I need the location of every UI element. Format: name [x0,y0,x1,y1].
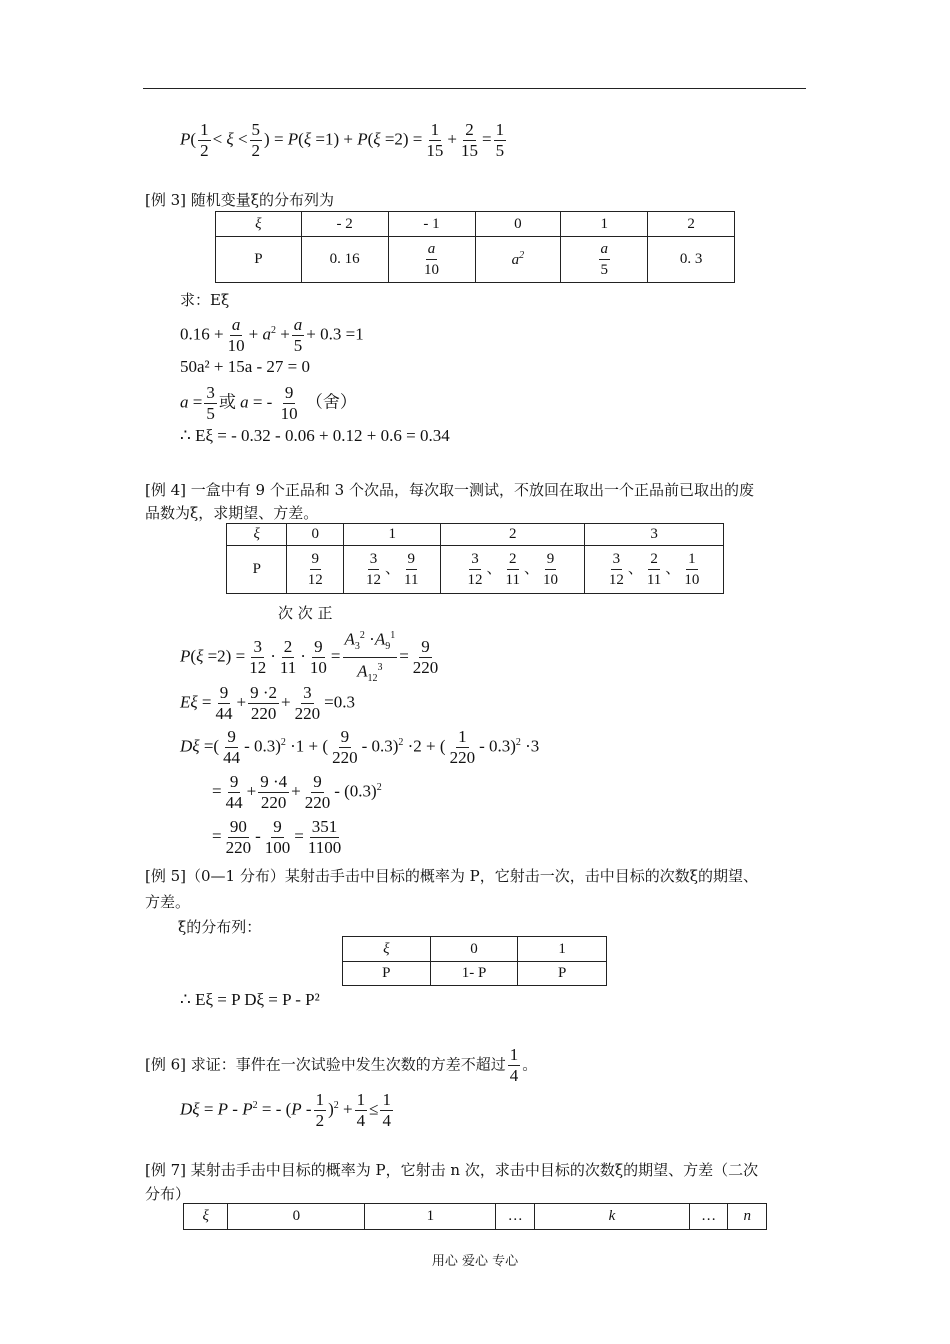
table-cell: 0. 3 [648,237,735,283]
table-cell: ξ [343,937,431,962]
table-cell: P [216,237,302,283]
ex3-distribution-table [215,211,735,283]
ex3-ask: 求：Eξ [180,291,230,309]
table-cell: - 2 [301,212,388,237]
table-cell: 1 [344,524,441,546]
table-cell: $\frac{3}{12}$ 、 $\frac{9}{11}$ [344,546,441,594]
page-footer: 用心 爱心 专心 [431,1254,519,1269]
ex6-line: $D\xi = P - P^2$ = - (P - $\frac{1}{2}$ )$^2$ + $\frac{1}{4}$ ≤ $\frac{1}{4}$ [180,1090,391,1130]
ex4-note: 次 次 正 [278,604,333,622]
top-formula: P( $\frac{1}{2}$ < ξ < $\frac{5}{2}$ ) = P(ξ =1) + P(ξ =2) = $\frac{1}{15}$ + $\frac{2}{15}$ = $\frac{1}{5}$ [180,120,505,160]
ex5-sub: ξ的分布列： [178,918,262,936]
table-cell: … [689,1204,728,1230]
ex3-line2: 50a² + 15a - 27 = 0 [180,357,311,376]
table-cell: 0 [287,524,344,546]
ex6-heading: [例 6] 求证：事件在一次试验中发生次数的方差不超过 $\frac{1}{4}$ 。 [145,1045,538,1085]
ex4-heading-line2: 品数为ξ，求期望、方差。 [145,504,319,522]
table-cell: $\frac{a}{10}$ [388,237,475,283]
ex5-heading-line2: 方差。 [145,893,191,911]
ex4-distribution-table [226,523,724,594]
table-cell: - 1 [388,212,475,237]
table-cell: $a^2$ [475,237,561,283]
table-cell: 0 [430,937,518,962]
table-cell: 2 [441,524,585,546]
table-cell: $\frac{3}{12}$ 、 $\frac{2}{11}$ 、 $\frac{9}{10}$ [441,546,585,594]
table-cell: ξ [184,1204,228,1230]
ex3-line3: a = $\frac{3}{5}$ 或 a = - $\frac{9}{10}$ （舍） [180,383,357,423]
ex3-line1: 0.16 + $\frac{a}{10}$ + $a^2$ + $\frac{a}{5}$ + 0.3 =1 [180,315,364,355]
table-cell: P [227,546,287,594]
ex4-d-line2: = $\frac{9}{44}$ + $\frac{9 \cdot 4}{220}$ + $\frac{9}{220}$ - $(0.3)^2$ [212,772,382,812]
table-cell: P [518,962,607,986]
ex4-d-line1: Dξ =( $\frac{9}{44}$ - 0.3)$^2$ ·1 + ( $\frac{9}{220}$ - 0.3)$^2$ ·2 + ( $\frac{1}{220}$ - 0.3)$^2$ ·3 [180,727,540,767]
ex7-distribution-table [183,1203,767,1230]
table-cell: $\frac{a}{5}$ [561,237,648,283]
table-cell: 3 [585,524,724,546]
table-cell: 1 [518,937,607,962]
table-cell: $\frac{3}{12}$ 、 $\frac{2}{11}$ 、 $\frac{1}{10}$ [585,546,724,594]
ex7-heading-line1: [例 7] 某射击手击中目标的概率为 P，它射击 n 次，求击中目标的次数ξ的期望、方差（二次 [145,1161,759,1179]
ex5-distribution-table [342,936,607,986]
table-cell: ξ [216,212,302,237]
table-cell: … [496,1204,535,1230]
table-cell: 1 [561,212,648,237]
ex5-result: ∴ Eξ = P Dξ = P - P² [180,990,320,1009]
table-cell: 1- P [430,962,518,986]
table-cell: k [535,1204,690,1230]
ex4-p-line: P(ξ =2) = $\frac{3}{12}$ · $\frac{2}{11}$ · $\frac{9}{10}$ = $\frac{A_3^2 \cdot A_9^1}{A_{12}^3}$ = $\frac{9}{220}$ [180,626,442,689]
table-cell: 2 [648,212,735,237]
table-cell: $\frac{9}{12}$ [287,546,344,594]
table-cell: 0. 16 [301,237,388,283]
ex4-d-line3: = $\frac{90}{220}$ - $\frac{9}{100}$ = $\frac{351}{1100}$ [212,817,342,857]
ex4-e-line: Eξ = $\frac{9}{44}$ + $\frac{9 \cdot 2}{220}$ + $\frac{3}{220}$ =0.3 [180,683,355,723]
table-cell: 0 [228,1204,365,1230]
table-cell: n [728,1204,767,1230]
ex3-heading: [例 3] 随机变量ξ的分布列为 [145,191,335,209]
ex4-heading-line1: [例 4] 一盒中有 9 个正品和 3 个次品，每次取一测试，不放回在取出一个正品前已取出的废 [145,481,754,499]
table-cell: 1 [365,1204,496,1230]
header-rule [143,88,806,89]
table-cell: 0 [475,212,561,237]
table-cell: ξ [227,524,287,546]
table-cell: P [343,962,431,986]
ex7-heading-line2: 分布） [145,1185,191,1203]
ex3-line4: ∴ Eξ = - 0.32 - 0.06 + 0.12 + 0.6 = 0.34 [180,426,450,445]
ex5-heading-line1: [例 5]（0—1 分布）某射击手击中目标的概率为 P，它射击一次，击中目标的次数ξ的期望、 [145,867,758,885]
